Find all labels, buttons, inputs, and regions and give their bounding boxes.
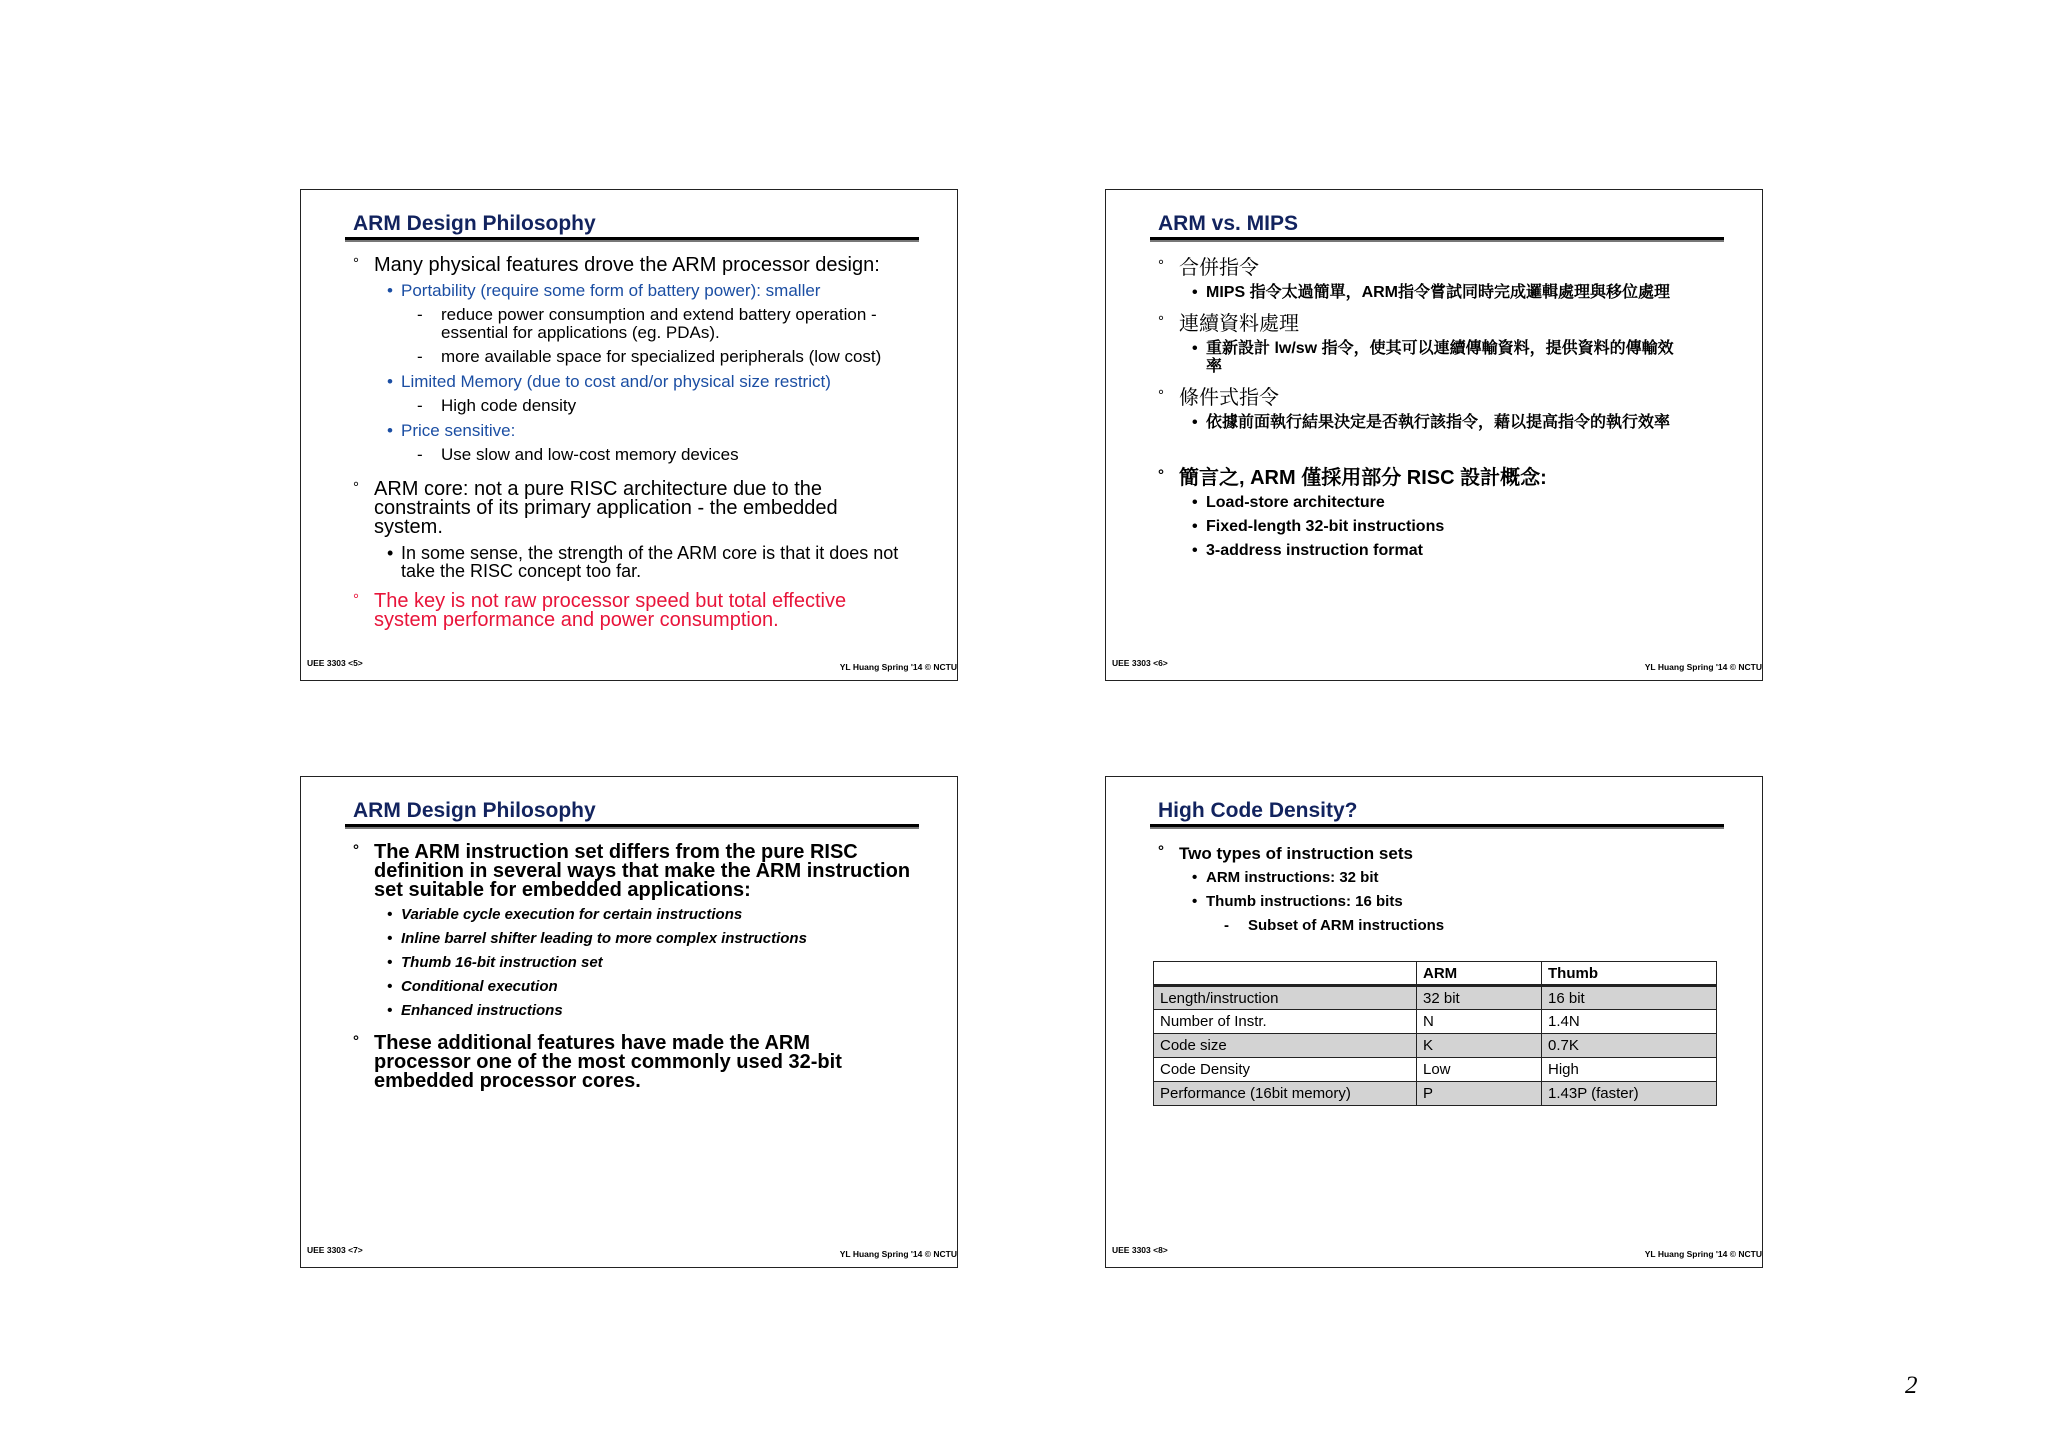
dot-bullet-icon: • (387, 372, 393, 391)
dot-bullet-icon: • (1192, 340, 1198, 357)
sub-sub-bullet: - High code density (417, 396, 577, 415)
table-row (1154, 1010, 1717, 1034)
page-number: 2 (1905, 1372, 1918, 1399)
bullet: ° Two types of instruction sets (1158, 843, 1413, 863)
degree-bullet-icon: ° (1158, 313, 1164, 330)
slide-footer-left: UEE 3303 <8> (1112, 1245, 1168, 1255)
degree-bullet-icon: ° (353, 479, 359, 496)
dot-bullet-icon: • (1192, 869, 1198, 886)
table-row (1154, 1058, 1717, 1082)
table-cell: 16 bit (1542, 986, 1717, 1010)
sub-sub-bullet: - Subset of ARM instructions (1224, 917, 1445, 934)
sub-bullet: • Thumb instructions: 16 bits (1192, 893, 1403, 910)
bullet: ° The ARM instruction set differs from the pure RISC definition in several ways that make the ARM instruction set suitable for embedded applications: (353, 841, 911, 901)
table-cell: K (1417, 1034, 1542, 1058)
table-cell: 0.7K (1542, 1034, 1717, 1058)
table-cell: Length/instruction (1154, 986, 1417, 1010)
dot-bullet-icon: • (387, 421, 393, 440)
dash-bullet-icon: - (417, 347, 423, 366)
sub-bullet: • Conditional execution (387, 978, 558, 995)
table-cell: P (1417, 1082, 1542, 1106)
sub-bullet: • Variable cycle execution for certain instructions (387, 906, 743, 923)
slide-title: ARM vs. MIPS (1158, 212, 1299, 235)
dot-bullet-icon: • (1192, 518, 1198, 535)
table-cell: Number of Instr. (1154, 1010, 1417, 1034)
sub-bullet: • Load-store architecture (1192, 494, 1385, 511)
bullet: ° Many physical features drove the ARM processor design: (353, 254, 880, 276)
table-cell: Performance (16bit memory) (1154, 1082, 1417, 1106)
slide-6 (1105, 189, 1763, 681)
table-header-cell (1154, 962, 1417, 986)
table-cell: Low (1417, 1058, 1542, 1082)
dot-bullet-icon: • (1192, 542, 1198, 559)
slide-8 (1105, 776, 1763, 1268)
slide-body (1158, 246, 1736, 560)
dash-bullet-icon: - (417, 396, 423, 415)
dot-bullet-icon: • (387, 954, 393, 971)
sub-bullet: • ARM instructions: 32 bit (1192, 869, 1379, 886)
sub-bullet: • In some sense, the strength of the ARM core is that it does not take the RISC concept too far. (387, 543, 899, 581)
table-header-cell: Thumb (1542, 962, 1717, 986)
dot-bullet-icon: • (1192, 414, 1198, 431)
dot-bullet-icon: • (387, 930, 393, 947)
dot-bullet-icon: • (387, 978, 393, 995)
sub-bullet: • 3-address instruction format (1192, 542, 1423, 559)
table-cell: 1.4N (1542, 1010, 1717, 1034)
slide-footer-right: YL Huang Spring '14 © NCTU (839, 662, 957, 672)
table-header-row (1154, 962, 1717, 986)
table-row (1154, 1034, 1717, 1058)
sub-bullet: • MIPS 指令太過簡單，ARM指令嘗試同時完成邏輯處理與移位處理 (1192, 284, 1671, 301)
slide-title: ARM Design Philosophy (353, 212, 596, 235)
sub-bullet: • Thumb 16-bit instruction set (387, 954, 603, 971)
sub-bullet: • Fixed-length 32-bit instructions (1192, 518, 1445, 535)
dot-bullet-icon: • (387, 906, 393, 923)
degree-bullet-icon: ° (353, 1033, 359, 1050)
comparison-table (1153, 961, 1717, 1106)
sub-sub-bullet: - more available space for specialized peripherals (low cost) (417, 347, 882, 366)
slide-footer-right: YL Huang Spring '14 © NCTU (839, 1249, 957, 1259)
title-rule (345, 237, 919, 240)
slide-footer-left: UEE 3303 <5> (307, 658, 363, 668)
bullet: ° ARM core: not a pure RISC architecture due to the constraints of its primary application - the embedded system. (353, 478, 838, 538)
bullet-highlight: ° The key is not raw processor speed but total effective system performance and power consumption. (353, 590, 847, 631)
slide-footer-left: UEE 3303 <6> (1112, 658, 1168, 668)
sub-sub-bullet: - Use slow and low-cost memory devices (417, 445, 739, 464)
title-rule (1150, 237, 1724, 240)
title-rule (1150, 824, 1724, 827)
table-cell: N (1417, 1010, 1542, 1034)
slide-footer-left: UEE 3303 <7> (307, 1245, 363, 1255)
table-row (1154, 986, 1717, 1010)
table-cell: 32 bit (1417, 986, 1542, 1010)
sub-bullet: • Limited Memory (due to cost and/or physical size restrict) (387, 372, 831, 391)
degree-bullet-icon: ° (1158, 843, 1164, 860)
degree-bullet-icon: ° (1158, 467, 1164, 484)
slide-title: High Code Density? (1158, 799, 1358, 822)
slide-body (353, 833, 931, 1091)
bullet: ° 簡言之, ARM 僅採用部分 RISC 設計概念: (1158, 467, 1547, 489)
slide-footer-right: YL Huang Spring '14 © NCTU (1644, 662, 1762, 672)
sub-sub-bullet: - reduce power consumption and extend battery operation -essential for applications (eg. PDAs). (417, 305, 877, 342)
title-rule (345, 824, 919, 827)
dash-bullet-icon: - (417, 445, 423, 464)
table-cell: Code size (1154, 1034, 1417, 1058)
slide-footer-right: YL Huang Spring '14 © NCTU (1644, 1249, 1762, 1259)
sub-bullet: • Portability (require some form of battery power): smaller (387, 281, 821, 300)
degree-bullet-icon: ° (1158, 387, 1164, 404)
dot-bullet-icon: • (387, 281, 393, 300)
bullet: ° These additional features have made the ARM processor one of the most commonly used 32-bit embedded processor cores. (353, 1032, 842, 1092)
bullet: ° 合併指令 (1158, 257, 1259, 279)
table-header-cell: ARM (1417, 962, 1542, 986)
degree-bullet-icon: ° (1158, 257, 1164, 274)
dot-bullet-icon: • (1192, 494, 1198, 511)
sub-bullet: • Inline barrel shifter leading to more complex instructions (387, 930, 807, 947)
dot-bullet-icon: • (1192, 284, 1198, 301)
slide-5 (300, 189, 958, 681)
degree-bullet-icon: ° (353, 255, 359, 272)
table-cell: 1.43P (faster) (1542, 1082, 1717, 1106)
sub-bullet: • 重新設計 lw/sw 指令，使其可以連續傳輸資料，提供資料的傳輸效率 (1192, 340, 1674, 375)
dash-bullet-icon: - (417, 305, 423, 324)
degree-bullet-icon: ° (353, 591, 359, 608)
table-cell: Code Density (1154, 1058, 1417, 1082)
slide-body (353, 246, 931, 630)
table-row (1154, 1082, 1717, 1106)
sub-bullet: • Price sensitive: (387, 421, 516, 440)
sub-bullet: • 依據前面執行結果決定是否執行該指令，藉以提高指令的執行效率 (1192, 414, 1671, 431)
dash-bullet-icon: - (1224, 917, 1229, 934)
bullet: ° 條件式指令 (1158, 387, 1279, 409)
slide-7 (300, 776, 958, 1268)
slide-title: ARM Design Philosophy (353, 799, 596, 822)
sub-bullet: • Enhanced instructions (387, 1002, 563, 1019)
bullet: ° 連續資料處理 (1158, 313, 1299, 335)
table-cell: High (1542, 1058, 1717, 1082)
degree-bullet-icon: ° (353, 842, 359, 859)
slide-body (1158, 833, 1736, 935)
dot-bullet-icon: • (387, 1002, 393, 1019)
dot-bullet-icon: • (1192, 893, 1198, 910)
dot-bullet-icon: • (387, 543, 394, 563)
